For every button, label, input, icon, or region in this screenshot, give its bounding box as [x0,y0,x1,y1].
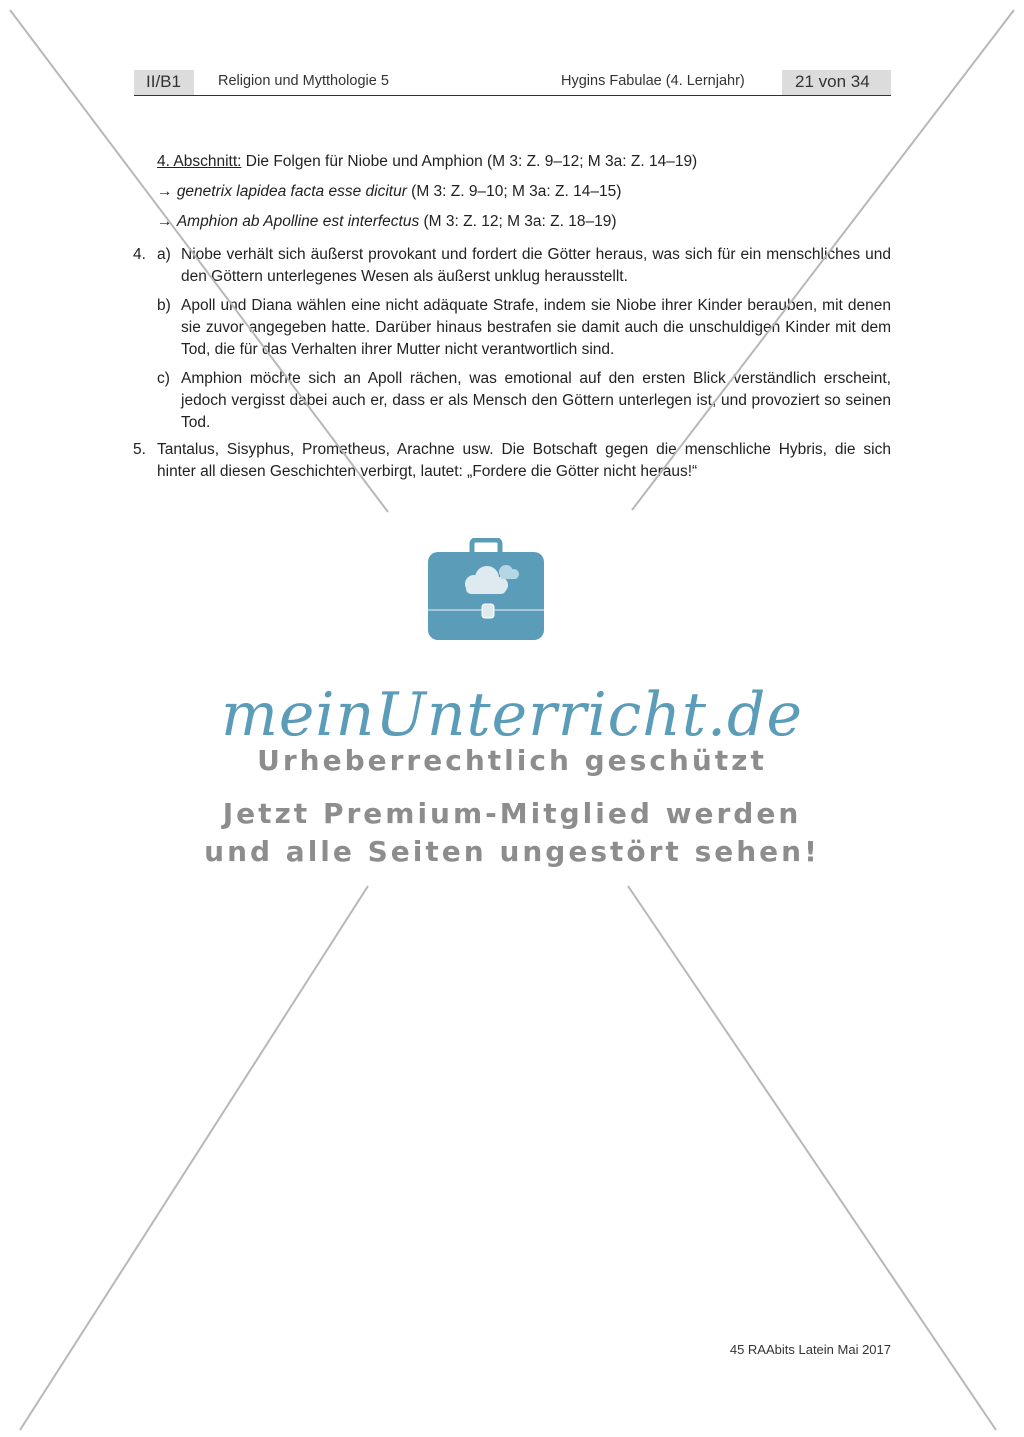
arrow-line-2 [157,211,617,233]
briefcase-cloud-icon [426,538,546,643]
item-4a-text: Niobe verhält sich äußerst provokant und fordert die Götter heraus, was sich für ein menschliches und den Göttern unterlegenes Wesen als äußerst unklug herausstellt. [181,246,891,285]
section-label: Religion und Mytthologie 5 [218,73,389,89]
item-4c-label: c) [157,370,170,387]
watermark-premium [0,795,1024,871]
unit-label: II/B1 [146,72,181,91]
arrow-line-1 [157,181,621,203]
page-header [134,70,891,96]
page-footer: 45 RAAbits Latein Mai 2017 [729,1342,891,1357]
item-4-number: 4. [133,246,146,263]
item-5-text: Tantalus, Sisyphus, Prometheus, Arachne usw. Die Botschaft gegen die menschliche Hybris, die sich hinter all diesen Geschichten verbirgt, lautet: „Fordere die Götter nicht heraus!“ [157,441,891,480]
brand-name: meinUnterricht.de [221,680,803,750]
latin-phrase-2: Amphion ab Apolline est interfectus [176,213,420,230]
watermark-premium-line-2: und alle Seiten ungestört sehen! [204,835,820,868]
arrow-icon: → [157,213,173,230]
abschnitt-label: 4. Abschnitt: [157,153,242,170]
item-4c-text: Amphion möchte sich an Apoll rächen, was emotional auf den ersten Blick verständlich erscheint, jedoch vergisst dabei auch er, dass er als Mensch den Göttern unterlegen ist, und provoziert so seinen Tod. [181,370,891,431]
reference-1: (M 3: Z. 9–10; M 3a: Z. 14–15) [406,183,622,200]
watermark-copyright: Urheberrechtlich geschützt [257,744,767,777]
document-title: Hygins Fabulae (4. Lernjahr) [561,73,745,89]
item-4b-label: b) [157,297,171,314]
item-5-number: 5. [133,441,146,458]
watermark-premium-line-1: Jetzt Premium-Mitglied werden [222,797,802,830]
abschnitt-line [157,151,697,173]
page-number: 21 von 34 [795,72,870,91]
arrow-icon: → [157,183,173,200]
item-4b-text: Apoll und Diana wählen eine nicht adäquate Strafe, indem sie Niobe ihrer Kinder berauben, mit denen sie zuvor angegeben hatte. Darüber hinaus bestrafen sie damit auch die unschuldigen Kinder mit dem Tod, die für das Verhalten ihrer Mutter nicht verantwortlich sind. [181,297,891,358]
latin-phrase-1: genetrix lapidea facta esse dicitur [176,183,407,200]
reference-2: (M 3: Z. 12; M 3a: Z. 18–19) [419,213,617,230]
abschnitt-text: Die Folgen für Niobe und Amphion (M 3: Z. 9–12; M 3a: Z. 14–19) [241,153,698,170]
cross-line-bottom-left [20,886,368,1430]
item-4a-label: a) [157,246,171,263]
